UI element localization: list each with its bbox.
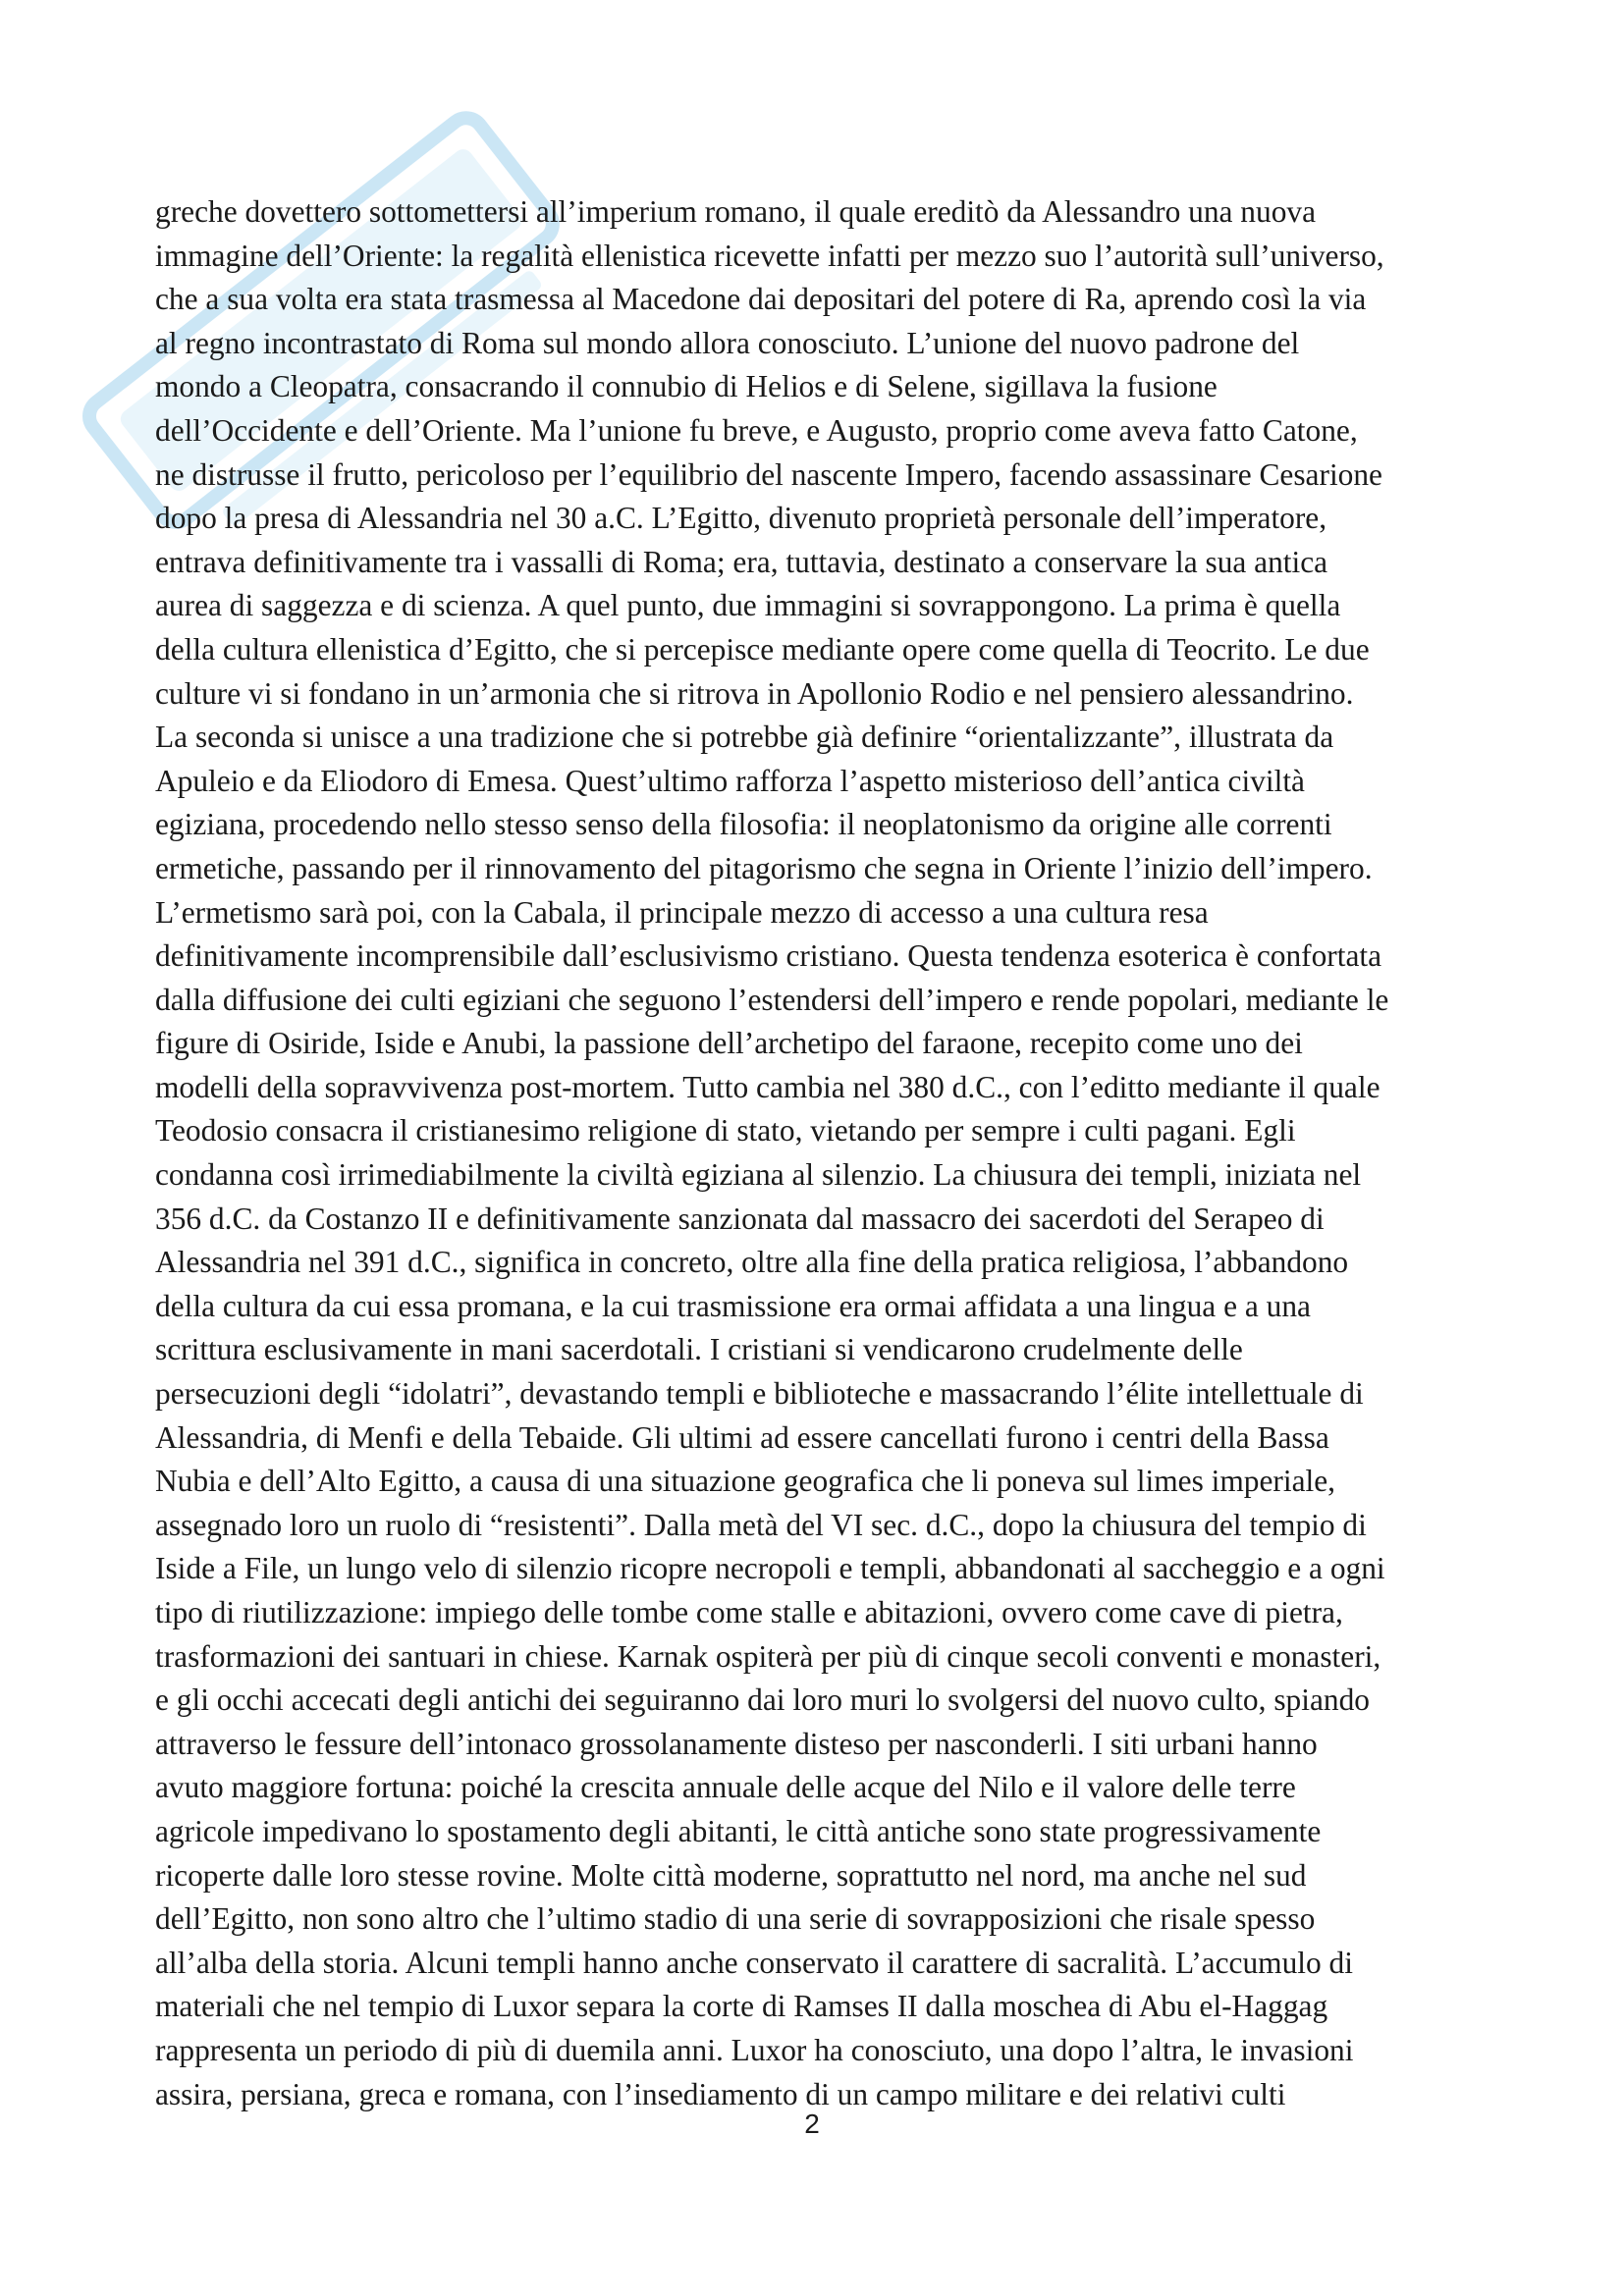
text-line: ricoperte dalle loro stesse rovine. Molte città moderne, soprattutto nel nord, ma anche nel sud bbox=[155, 1857, 1307, 1893]
text-line: dell’Occidente e dell’Oriente. Ma l’unione fu breve, e Augusto, proprio come aveva fatto Catone, bbox=[155, 412, 1358, 448]
text-line: assegnado loro un ruolo di “resistenti”. Dalla metà del VI sec. d.C., dopo la chiusura del tempio di bbox=[155, 1507, 1367, 1542]
text-line: Apuleio e da Eliodoro di Emesa. Quest’ultimo rafforza l’aspetto misterioso dell’antica civiltà bbox=[155, 763, 1305, 798]
text-line: culture vi si fondano in un’armonia che si ritrova in Apollonio Rodio e nel pensiero alessandrino. bbox=[155, 675, 1354, 711]
text-line: attraverso le fessure dell’intonaco grossolanamente disteso per nasconderli. I siti urbani hanno bbox=[155, 1726, 1318, 1761]
text-line: dalla diffusione dei culti egiziani che seguono l’estendersi dell’impero e rende popolari, mediante le bbox=[155, 982, 1389, 1017]
text-line: avuto maggiore fortuna: poiché la crescita annuale delle acque del Nilo e il valore delle terre bbox=[155, 1770, 1296, 1805]
text-line: persecuzioni degli “idolatri”, devastando templi e biblioteche e massacrando l’élite intellettuale di bbox=[155, 1376, 1364, 1412]
text-line: modelli della sopravvivenza post-mortem. Tutto cambia nel 380 d.C., con l’editto mediante il quale bbox=[155, 1069, 1380, 1104]
text-line: egiziana, procedendo nello stesso senso della filosofia: il neoplatonismo da origine alle correnti bbox=[155, 807, 1332, 842]
text-line: trasformazioni dei santuari in chiese. Karnak ospiterà per più di cinque secoli conventi e monasteri, bbox=[155, 1638, 1381, 1674]
text-line: ne distrusse il frutto, pericoloso per l’equilibrio del nascente Impero, facendo assassinare Cesarione bbox=[155, 456, 1382, 492]
text-line: al regno incontrastato di Roma sul mondo allora conosciuto. L’unione del nuovo padrone del bbox=[155, 325, 1300, 360]
text-line: scrittura esclusivamente in mani sacerdotali. I cristiani si vendicarono crudelmente delle bbox=[155, 1332, 1243, 1367]
body-text bbox=[155, 190, 1481, 2116]
text-line: condanna così irrimediabilmente la civiltà egiziana al silenzio. La chiusura dei templi, iniziata nel bbox=[155, 1157, 1362, 1193]
text-line: La seconda si unisce a una tradizione che si potrebbe già definire “orientalizzante”, illustrata da bbox=[155, 720, 1334, 755]
text-line: L’ermetismo sarà poi, con la Cabala, il principale mezzo di accesso a una cultura resa bbox=[155, 894, 1209, 930]
text-line: entrava definitivamente tra i vassalli di Roma; era, tuttavia, destinato a conservare la sua antica bbox=[155, 544, 1328, 579]
text-line: Iside a File, un lungo velo di silenzio ricopre necropoli e templi, abbandonati al saccheggio e a ogni bbox=[155, 1551, 1385, 1586]
text-line: Teodosio consacra il cristianesimo religione di stato, vietando per sempre i culti pagani. Egli bbox=[155, 1113, 1296, 1148]
text-line: materiali che nel tempio di Luxor separa la corte di Ramses II dalla moschea di Abu el-Haggag bbox=[155, 1989, 1328, 2024]
text-line: definitivamente incomprensibile dall’esclusivismo cristiano. Questa tendenza esoterica è confortata bbox=[155, 938, 1382, 974]
text-line: dopo la presa di Alessandria nel 30 a.C. L’Egitto, divenuto proprietà personale dell’imperatore, bbox=[155, 501, 1327, 536]
text-line: ermetiche, passando per il rinnovamento del pitagorismo che segna in Oriente l’inizio dell’impero. bbox=[155, 850, 1373, 885]
text-line: aurea di saggezza e di scienza. A quel punto, due immagini si sovrappongono. La prima è quella bbox=[155, 588, 1341, 623]
text-line: all’alba della storia. Alcuni templi hanno anche conservato il carattere di sacralità. L’accumulo di bbox=[155, 1945, 1353, 1980]
text-line: figure di Osiride, Iside e Anubi, la passione dell’archetipo del faraone, recepito come uno dei bbox=[155, 1026, 1303, 1061]
text-line: e gli occhi accecati degli antichi dei seguiranno dai loro muri lo svolgersi del nuovo culto, spiando bbox=[155, 1682, 1370, 1718]
text-line: della cultura ellenistica d’Egitto, che si percepisce mediante opere come quella di Teocrito. Le due bbox=[155, 631, 1370, 667]
text-line: Nubia e dell’Alto Egitto, a causa di una situazione geografica che li poneva sul limes imperiale, bbox=[155, 1464, 1336, 1499]
text-line: rappresenta un periodo di più di duemila anni. Luxor ha conosciuto, una dopo l’altra, le invasioni bbox=[155, 2032, 1354, 2067]
text-line: agricole impedivano lo spostamento degli abitanti, le città antiche sono state progressivamente bbox=[155, 1813, 1322, 1848]
text-line: mondo a Cleopatra, consacrando il connubio di Helios e di Selene, sigillava la fusione bbox=[155, 369, 1218, 404]
text-line: dell’Egitto, non sono altro che l’ultimo stadio di una serie di sovrapposizioni che risale spesso bbox=[155, 1901, 1316, 1937]
text-line: Alessandria nel 391 d.C., significa in concreto, oltre alla fine della pratica religiosa, l’abbandono bbox=[155, 1245, 1349, 1280]
text-line: assira, persiana, greca e romana, con l’insediamento di un campo militare e dei relativi culti bbox=[155, 2076, 1286, 2111]
page-number: 2 bbox=[804, 2109, 820, 2139]
text-line: tipo di riutilizzazione: impiego delle tombe come stalle e abitazioni, ovvero come cave di pietra, bbox=[155, 1595, 1343, 1629]
text-line: 356 d.C. da Costanzo II e definitivamente sanzionata dal massacro dei sacerdoti del Serapeo di bbox=[155, 1201, 1325, 1236]
text-line: Alessandria, di Menfi e della Tebaide. Gli ultimi ad essere cancellati furono i centri della Bassa bbox=[155, 1419, 1329, 1455]
text-line: immagine dell’Oriente: la regalità ellenistica ricevette infatti per mezzo suo l’autorità sull’universo, bbox=[155, 238, 1384, 273]
text-line: che a sua volta era stata trasmessa al Macedone dai depositari del potere di Ra, aprendo così la via bbox=[155, 282, 1367, 317]
text-line: della cultura da cui essa promana, e la cui trasmissione era ormai affidata a una lingua e a una bbox=[155, 1288, 1311, 1323]
text-line: greche dovettero sottomettersi all’imperium romano, il quale ereditò da Alessandro una nuova bbox=[155, 194, 1317, 229]
